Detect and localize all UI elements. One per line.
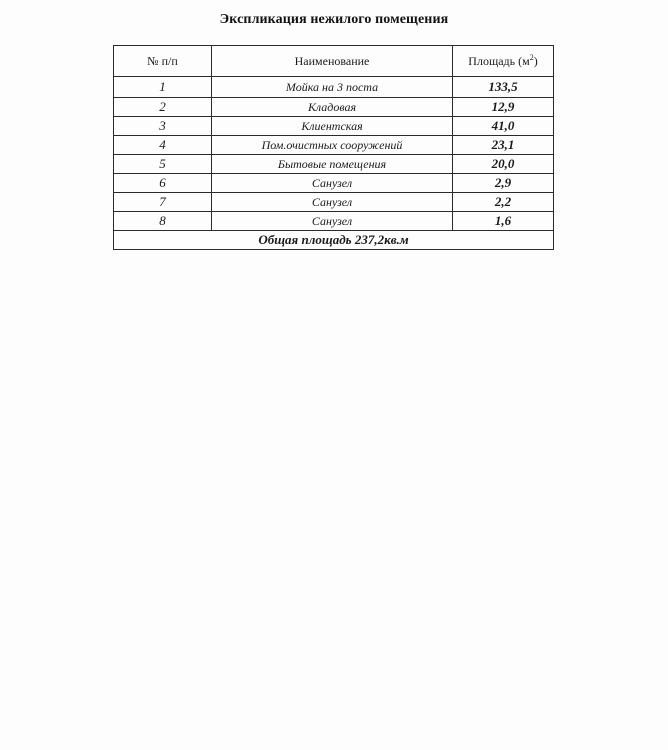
row-number: 3 bbox=[114, 117, 212, 136]
row-number: 7 bbox=[114, 193, 212, 212]
row-number: 1 bbox=[114, 77, 212, 98]
explication-table bbox=[113, 45, 554, 250]
row-name: Санузел bbox=[212, 174, 453, 193]
document-title: Экспликация нежилого помещения bbox=[219, 12, 449, 27]
row-area: 2,2 bbox=[453, 193, 554, 212]
table-total-row bbox=[114, 231, 554, 250]
row-area: 2,9 bbox=[453, 174, 554, 193]
row-area: 1,6 bbox=[453, 212, 554, 231]
table-header-row bbox=[114, 46, 554, 77]
row-name: Санузел bbox=[212, 212, 453, 231]
table-row bbox=[114, 212, 554, 231]
table-row bbox=[114, 155, 554, 174]
table-row bbox=[114, 174, 554, 193]
row-area: 12,9 bbox=[453, 98, 554, 117]
row-number: 5 bbox=[114, 155, 212, 174]
table-row bbox=[114, 98, 554, 117]
table-row bbox=[114, 117, 554, 136]
header-num: № п/п bbox=[114, 46, 212, 77]
row-name: Пом.очистных сооружений bbox=[212, 136, 453, 155]
table-row bbox=[114, 77, 554, 98]
row-name: Санузел bbox=[212, 193, 453, 212]
total-area: Общая площадь 237,2кв.м bbox=[114, 231, 554, 250]
header-area-close: ) bbox=[533, 54, 538, 68]
row-area: 41,0 bbox=[453, 117, 554, 136]
row-number: 4 bbox=[114, 136, 212, 155]
header-area-unit-exponent: 2 bbox=[529, 53, 534, 62]
row-name: Кладовая bbox=[212, 98, 453, 117]
row-name: Бытовые помещения bbox=[212, 155, 453, 174]
row-number: 8 bbox=[114, 212, 212, 231]
table-row bbox=[114, 193, 554, 212]
row-name: Клиентская bbox=[212, 117, 453, 136]
header-area-label: Площадь (м bbox=[468, 54, 530, 68]
row-area: 20,0 bbox=[453, 155, 554, 174]
row-area: 23,1 bbox=[453, 136, 554, 155]
header-name: Наименование bbox=[212, 46, 453, 77]
row-area: 133,5 bbox=[453, 77, 554, 98]
row-number: 6 bbox=[114, 174, 212, 193]
row-name: Мойка на 3 поста bbox=[212, 77, 453, 98]
header-area bbox=[453, 46, 554, 77]
table-row bbox=[114, 136, 554, 155]
row-number: 2 bbox=[114, 98, 212, 117]
